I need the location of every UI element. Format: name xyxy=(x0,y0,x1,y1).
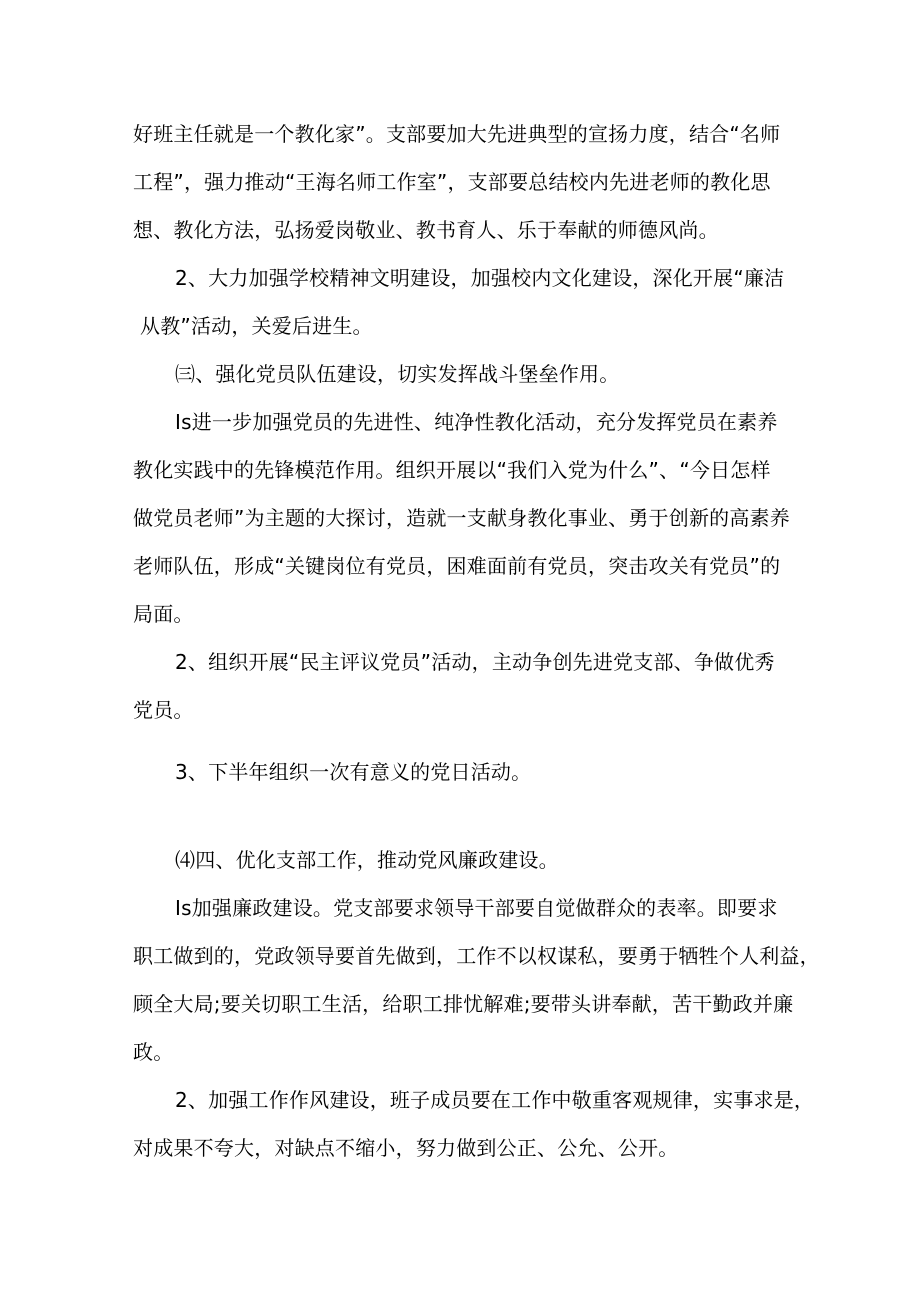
text-line: 从教”活动，关爱后进生。 xyxy=(140,314,373,338)
text-line: 对成果不夸大，对缺点不缩小，努力做到公正、公允、公开。 xyxy=(133,1136,679,1160)
text-line: Is加强廉政建设。党支部要求领导干部要自觉做群众的表率。即要求 xyxy=(175,896,778,920)
text-line: 职工做到的，党政领导要首先做到，工作不以权谋私，要勇于牺牲个人利益， xyxy=(133,944,820,968)
text-line: 2、大力加强学校精神文明建设，加强校内文化建设，深化开展“廉洁 xyxy=(175,266,785,290)
text-line: Is进一步加强党员的先进性、纯净性教化活动，充分发挥党员在素养 xyxy=(175,410,778,434)
text-line: 工程”，强力推动“王海名师工作室”，支部要总结校内先进老师的教化思 xyxy=(133,170,771,194)
text-line: 好班主任就是一个教化家”。支部要加大先进典型的宣扬力度，结合“名师 xyxy=(133,122,781,146)
text-line: 局面。 xyxy=(133,602,194,626)
text-line: 2、组织开展“民主评议党员”活动，主动争创先进党支部、争做优秀 xyxy=(175,650,775,674)
text-line: 教化实践中的先锋模范作用。组织开展以“我们入党为什么”、“今日怎样 xyxy=(133,458,771,482)
text-line: 党员。 xyxy=(133,698,194,722)
text-line: 老师队伍，形成“关键岗位有党员，困难面前有党员，突击攻关有党员”的 xyxy=(133,554,781,578)
text-line: 想、教化方法，弘扬爱岗敬业、教书育人、乐于奉献的师德风尚。 xyxy=(133,218,719,242)
text-line: 3、下半年组织一次有意义的党日活动。 xyxy=(175,760,532,784)
section-heading: ㈢、强化党员队伍建设，切实发挥战斗堡垒作用。 xyxy=(175,362,620,386)
section-heading: ⑷四、优化支部工作，推动党风廉政建设。 xyxy=(175,848,559,872)
text-line: 政。 xyxy=(133,1040,174,1064)
text-line: 做党员老师”为主题的大探讨，造就一支献身教化事业、勇于创新的高素养 xyxy=(133,506,790,530)
text-line: 顾全大局;要关切职工生活，给职工排忧解难;要带头讲奉献，苦干勤政并廉 xyxy=(133,992,794,1016)
text-line: 2、加强工作作风建设，班子成员要在工作中敬重客观规律，实事求是， xyxy=(175,1088,815,1112)
